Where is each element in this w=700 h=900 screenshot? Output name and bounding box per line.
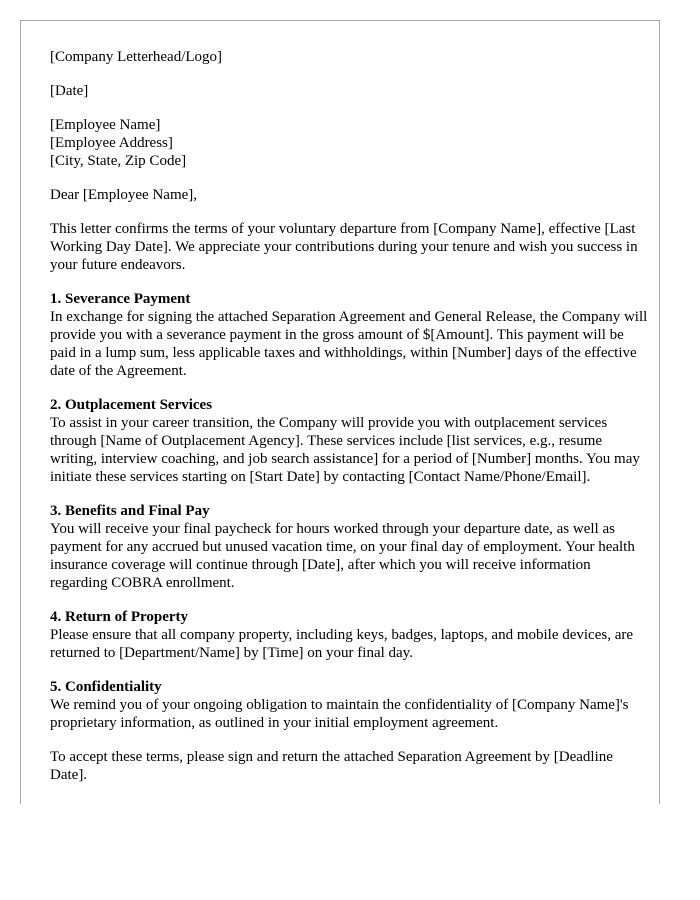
section-heading: 4. Return of Property bbox=[50, 609, 189, 625]
section-body: In exchange for signing the attached Separation Agreement and General Release, the Company will provide you with a severance payment in the gross amount of $[Amount]. This payment will be paid in a lump sum, less applicable taxes and withholdings, within [Number] days of the effective date of the Agreement. bbox=[50, 309, 648, 379]
letter-content bbox=[50, 48, 650, 784]
section-heading: 3. Benefits and Final Pay bbox=[50, 503, 210, 519]
section-heading: 2. Outplacement Services bbox=[50, 397, 213, 413]
letter-date: [Date] bbox=[50, 83, 89, 99]
recipient-name: [Employee Name] bbox=[50, 117, 161, 133]
company-letterhead: [Company Letterhead/Logo] bbox=[50, 49, 223, 65]
section-body: You will receive your final paycheck for hours worked through your departure date, as well as payment for any accrued but unused vacation time, on your final day of employment. Your health insurance coverage will continue through [Date], after which you will receive information regarding COBRA enrollment. bbox=[50, 521, 635, 591]
section-benefits-final-pay bbox=[50, 502, 650, 592]
closing-paragraph: To accept these terms, please sign and return the attached Separation Agreement by [Deadline Date]. bbox=[50, 749, 613, 783]
section-return-of-property bbox=[50, 608, 650, 662]
recipient-block bbox=[50, 116, 650, 170]
salutation: Dear [Employee Name], bbox=[50, 187, 198, 203]
intro-paragraph: This letter confirms the terms of your voluntary departure from [Company Name], effective [Last Working Day Date]. We appreciate your contributions during your tenure and wish you success in your future endeavors. bbox=[50, 221, 638, 273]
recipient-address: [Employee Address] bbox=[50, 135, 173, 151]
section-severance-payment bbox=[50, 290, 650, 380]
section-heading: 1. Severance Payment bbox=[50, 291, 191, 307]
recipient-city-state-zip: [City, State, Zip Code] bbox=[50, 153, 187, 169]
section-confidentiality bbox=[50, 678, 650, 732]
section-body: Please ensure that all company property, including keys, badges, laptops, and mobile devices, are returned to [Department/Name] by [Time] on your final day. bbox=[50, 627, 634, 661]
letter-page bbox=[20, 20, 660, 804]
section-outplacement-services bbox=[50, 396, 650, 486]
section-body: We remind you of your ongoing obligation to maintain the confidentiality of [Company Name]'s proprietary information, as outlined in your initial employment agreement. bbox=[50, 697, 629, 731]
section-heading: 5. Confidentiality bbox=[50, 679, 162, 695]
section-body: To assist in your career transition, the Company will provide you with outplacement services through [Name of Outplacement Agency]. These services include [list services, e.g., resume writing, interview coaching, and job search assistance] for a period of [Number] months. You may initiate these services starting on [Start Date] by contacting [Contact Name/Phone/Email]. bbox=[50, 415, 640, 485]
